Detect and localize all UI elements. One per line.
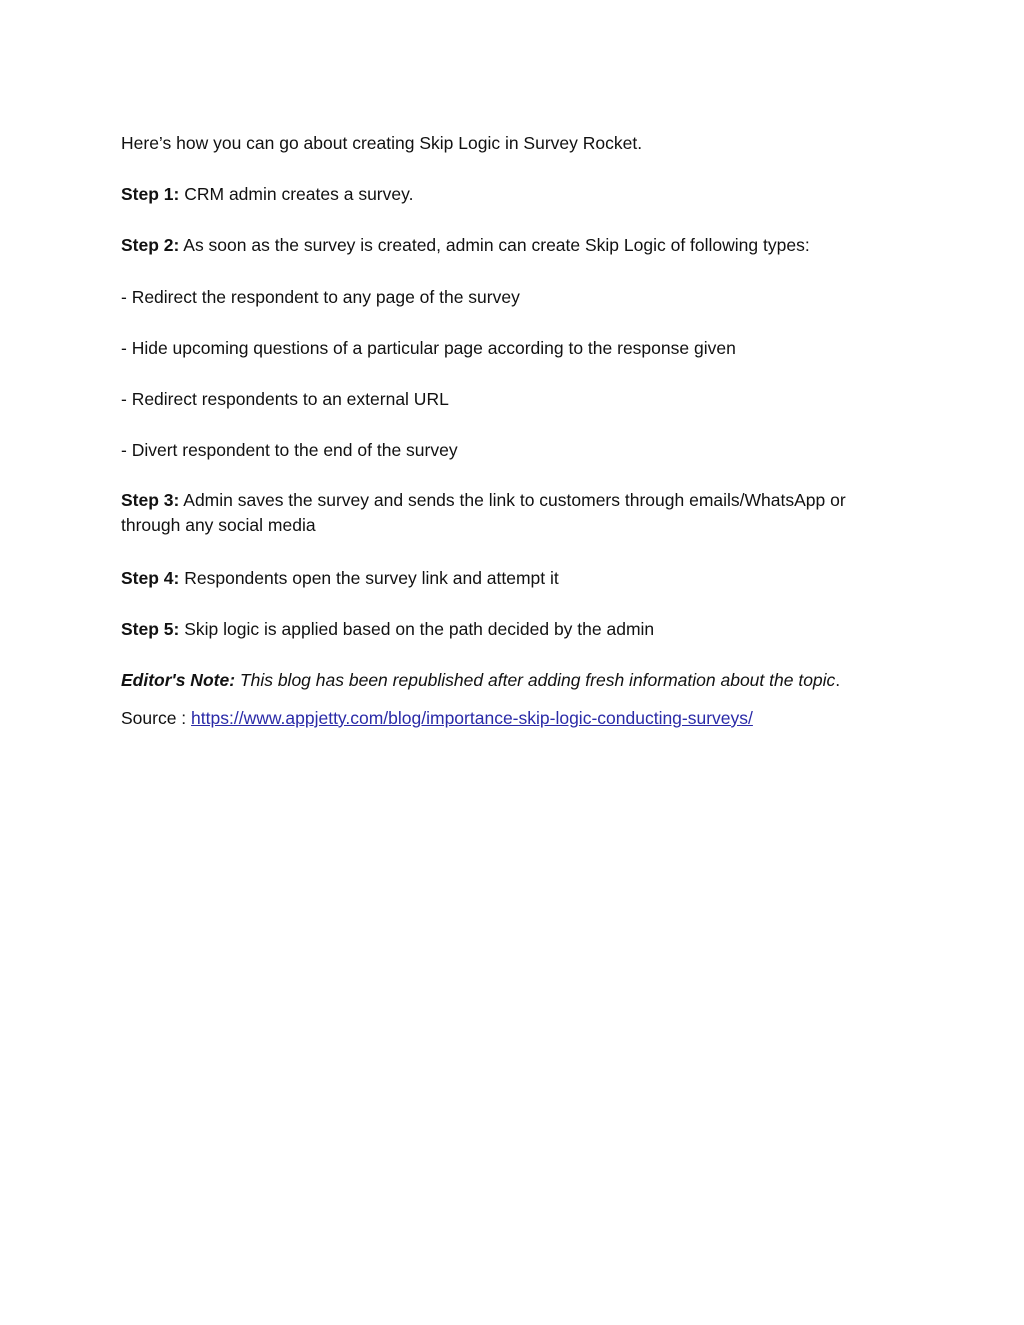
step-1-label: Step 1: xyxy=(121,184,180,204)
source-label: Source : xyxy=(121,708,192,728)
step-4-text: Respondents open the survey link and attempt it xyxy=(184,568,559,588)
step-5-paragraph xyxy=(121,617,891,642)
editors-note-label: Editor's Note: xyxy=(121,670,236,690)
bullet-3-text: - Redirect respondents to an external URL xyxy=(121,389,449,409)
source-paragraph xyxy=(121,706,891,731)
bullet-1-text: - Redirect the respondent to any page of the survey xyxy=(121,287,520,307)
step-5-label: Step 5: xyxy=(121,619,180,639)
step-1-text: CRM admin creates a survey. xyxy=(184,184,414,204)
editors-note-end: . xyxy=(835,670,841,690)
bullet-2-text: - Hide upcoming questions of a particular page according to the response given xyxy=(121,338,736,358)
editors-note-paragraph xyxy=(121,668,891,693)
step-4-label: Step 4: xyxy=(121,568,180,588)
step-4-paragraph xyxy=(121,566,891,591)
step-5-text: Skip logic is applied based on the path decided by the admin xyxy=(184,619,655,639)
list-item xyxy=(121,438,891,463)
bullet-4-text: - Divert respondent to the end of the survey xyxy=(121,440,458,460)
list-item xyxy=(121,336,891,361)
intro-paragraph xyxy=(121,131,891,156)
step-3-text: Admin saves the survey and sends the link to customers through emails/WhatsApp or through any social media xyxy=(121,490,846,535)
intro-text: Here’s how you can go about creating Skip Logic in Survey Rocket. xyxy=(121,133,643,153)
editors-note-text: This blog has been republished after adding fresh information about the topic xyxy=(239,670,836,690)
step-2-text: As soon as the survey is created, admin can create Skip Logic of following types: xyxy=(183,235,810,255)
step-1-paragraph xyxy=(121,182,891,207)
step-2-label: Step 2: xyxy=(121,235,180,255)
step-3-label: Step 3: xyxy=(121,490,180,510)
step-3-paragraph xyxy=(121,488,891,538)
step-2-paragraph xyxy=(121,233,891,258)
list-item xyxy=(121,285,891,310)
list-item xyxy=(121,387,891,412)
source-link[interactable]: https://www.appjetty.com/blog/importance-skip-logic-conducting-surveys/ xyxy=(191,708,753,728)
